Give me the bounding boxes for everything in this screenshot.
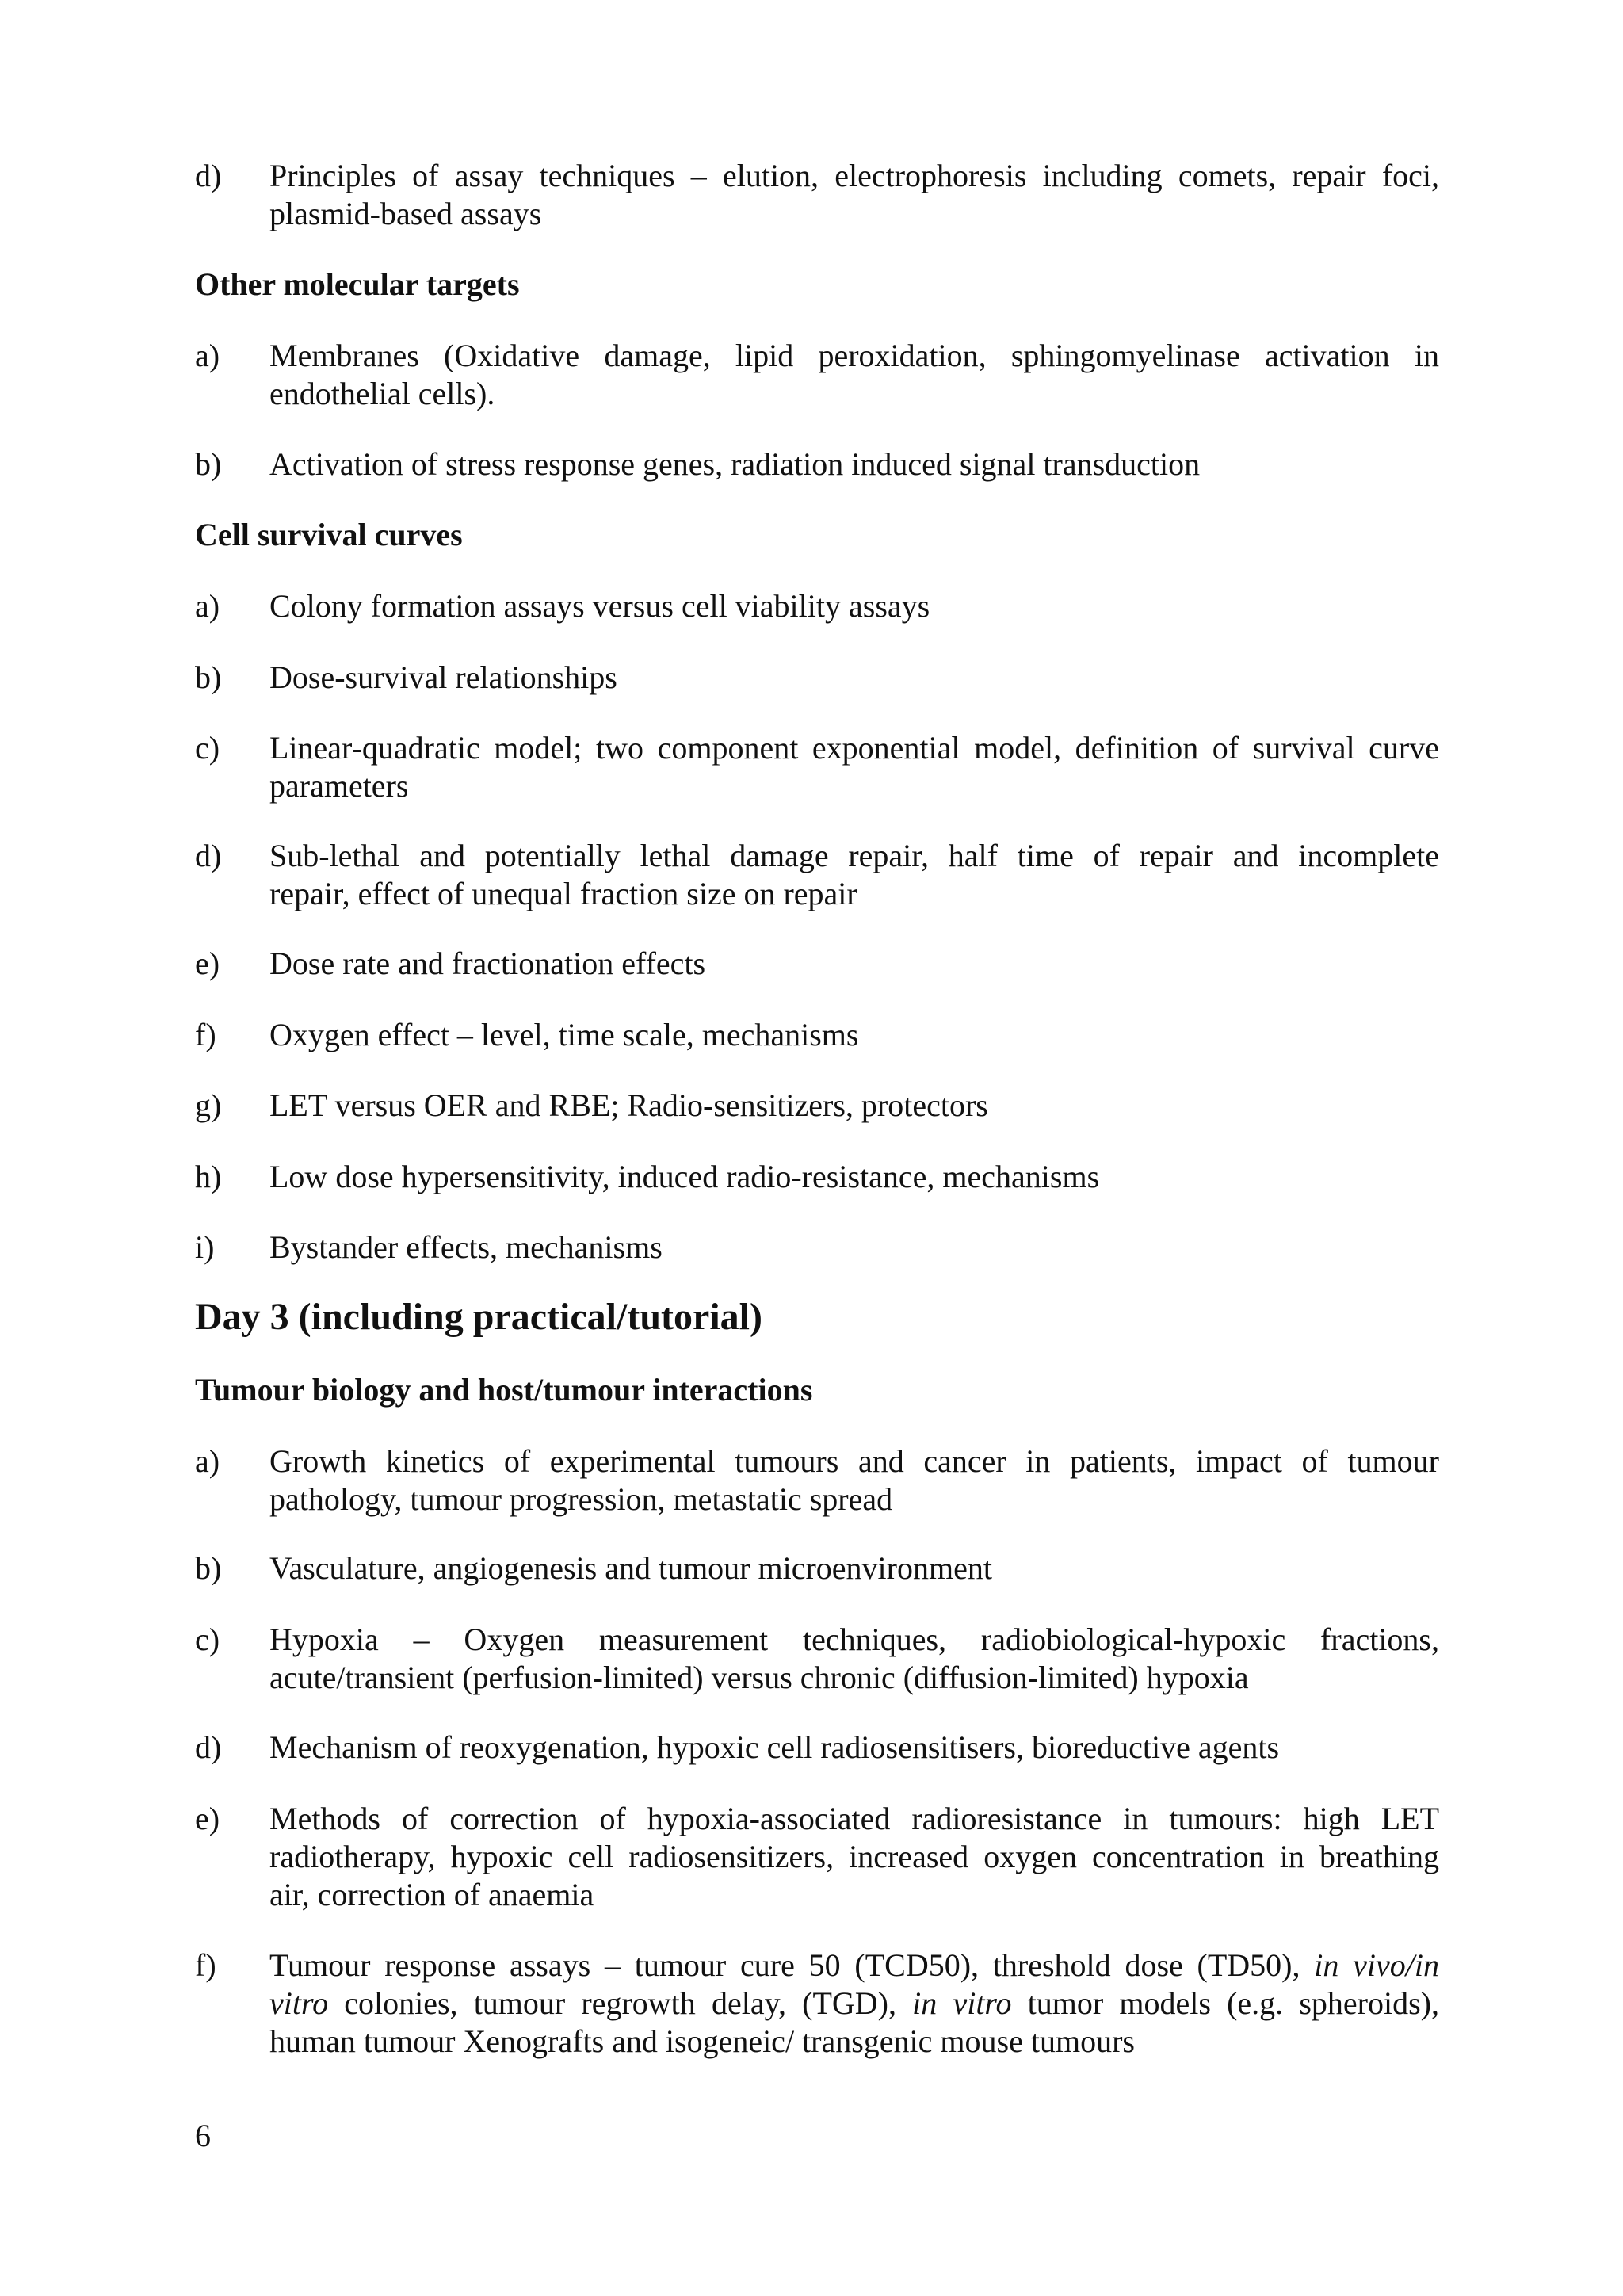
list-item-line: Dose rate and fractionation effects: [269, 946, 706, 981]
list-item: [195, 337, 1439, 416]
list-marker: h): [195, 1159, 222, 1194]
list-item-text: [269, 1442, 1439, 1519]
list-item-line: radiotherapy, hypoxic cell radiosensitizers, increased oxygen concentration in breathing: [269, 1839, 1439, 1874]
list-item-line: Dose-survival relationships: [269, 659, 617, 695]
list-item-text: [269, 337, 1439, 413]
list-item: [195, 1158, 1439, 1198]
list-item-line: [269, 1946, 1439, 1985]
list-item: [195, 837, 1439, 916]
list-item-line: acute/transient (perfusion-limited) versus chronic (diffusion-limited) hypoxia: [269, 1660, 1249, 1695]
list-item-line: Membranes (Oxidative damage, lipid peroxidation, sphingomyelinase activation in: [269, 338, 1439, 373]
list-item-line: Colony formation assays versus cell viability assays: [269, 588, 930, 624]
list-item-line: Bystander effects, mechanisms: [269, 1229, 663, 1265]
list-item-line: [269, 1985, 1439, 2023]
list-item-text: [269, 587, 1439, 625]
list-item: [195, 1228, 1439, 1268]
list-item-text: [269, 1016, 1439, 1054]
list-item-text: [269, 729, 1439, 805]
section-heading: Cell survival curves: [195, 517, 463, 552]
page-number: 6: [195, 2118, 211, 2153]
list-item-line: parameters: [269, 768, 409, 804]
list-item: [195, 1800, 1439, 1919]
list-marker: f): [195, 1017, 216, 1052]
list-item-text: [269, 1228, 1439, 1266]
list-item-text: [269, 1549, 1439, 1587]
list-item: [195, 1946, 1439, 2065]
list-item-text-run: colonies, tumour regrowth delay, (TGD),: [328, 1985, 913, 2021]
list-item: [195, 729, 1439, 808]
list-item-line: Methods of correction of hypoxia-associated radioresistance in tumours: high LET: [269, 1801, 1439, 1836]
list-item-text: [269, 157, 1439, 233]
list-item-line: Vasculature, angiogenesis and tumour microenvironment: [269, 1550, 992, 1586]
list-item: [195, 1549, 1439, 1589]
list-marker: a): [195, 588, 220, 624]
list-item: [195, 1016, 1439, 1056]
list-item-text: [269, 659, 1439, 697]
section-heading: Other molecular targets: [195, 266, 520, 302]
list-marker: c): [195, 1622, 220, 1657]
list-item: [195, 587, 1439, 627]
list-item-line: Oxygen effect – level, time scale, mechanisms: [269, 1017, 859, 1052]
list-item-line: plasmid-based assays: [269, 196, 542, 231]
list-item: [195, 445, 1439, 485]
list-item-text: [269, 1946, 1439, 2061]
list-item-text: [269, 837, 1439, 913]
list-item: [195, 1087, 1439, 1126]
list-item-text-run: tumor models (e.g. spheroids),: [1011, 1985, 1439, 2021]
list-marker: i): [195, 1229, 215, 1265]
list-item-text: [269, 1158, 1439, 1196]
list-item-line: endothelial cells).: [269, 376, 495, 411]
list-item-text: [269, 445, 1439, 483]
list-marker: b): [195, 659, 222, 695]
list-item: [195, 945, 1439, 984]
day-heading: Day 3 (including practical/tutorial): [195, 1296, 762, 1338]
list-item: [195, 157, 1439, 236]
list-item-line: Growth kinetics of experimental tumours and cancer in patients, impact of tumour: [269, 1443, 1439, 1479]
italic-term: in vitro: [912, 1985, 1012, 2021]
list-marker: e): [195, 946, 220, 981]
list-item-line: Sub-lethal and potentially lethal damage repair, half time of repair and incomplete: [269, 838, 1439, 873]
list-item: [195, 1442, 1439, 1522]
list-item-line: pathology, tumour progression, metastatic spread: [269, 1481, 893, 1517]
list-item-text: [269, 1800, 1439, 1914]
list-marker: g): [195, 1087, 222, 1123]
list-marker: a): [195, 1443, 220, 1479]
list-marker: d): [195, 158, 222, 193]
list-item-text-run: Tumour response assays – tumour cure 50 (TCD50), threshold dose (TD50),: [269, 1947, 1315, 1983]
list-marker: e): [195, 1801, 220, 1836]
list-marker: c): [195, 730, 220, 766]
list-item-line: human tumour Xenografts and isogeneic/ transgenic mouse tumours: [269, 2023, 1135, 2059]
list-item-text: [269, 1621, 1439, 1697]
italic-term: in vivo/in: [1314, 1947, 1439, 1983]
list-item-line: Mechanism of reoxygenation, hypoxic cell radiosensitisers, bioreductive agents: [269, 1729, 1280, 1765]
list-item-line: Hypoxia – Oxygen measurement techniques, radiobiological-hypoxic fractions,: [269, 1622, 1439, 1657]
section-heading: Tumour biology and host/tumour interactions: [195, 1372, 813, 1408]
list-item-line: Principles of assay techniques – elution, electrophoresis including comets, repair foci,: [269, 158, 1439, 193]
list-item: [195, 659, 1439, 698]
list-item-text: [269, 1729, 1439, 1767]
list-marker: d): [195, 838, 222, 873]
list-item-line: repair, effect of unequal fraction size on repair: [269, 876, 857, 911]
list-marker: a): [195, 338, 220, 373]
list-marker: b): [195, 446, 222, 482]
italic-term: vitro: [269, 1985, 329, 2021]
list-item-line: air, correction of anaemia: [269, 1877, 594, 1912]
list-item: [195, 1621, 1439, 1700]
list-item-line: Low dose hypersensitivity, induced radio-resistance, mechanisms: [269, 1159, 1100, 1194]
list-item: [195, 1729, 1439, 1768]
list-item-text: [269, 945, 1439, 983]
list-item-text: [269, 1087, 1439, 1125]
list-item-line: Linear-quadratic model; two component exponential model, definition of survival curve: [269, 730, 1439, 766]
list-marker: b): [195, 1550, 222, 1586]
list-item-line: LET versus OER and RBE; Radio-sensitizers, protectors: [269, 1087, 988, 1123]
list-marker: d): [195, 1729, 222, 1765]
list-item-line: Activation of stress response genes, radiation induced signal transduction: [269, 446, 1201, 482]
list-marker: f): [195, 1947, 216, 1983]
